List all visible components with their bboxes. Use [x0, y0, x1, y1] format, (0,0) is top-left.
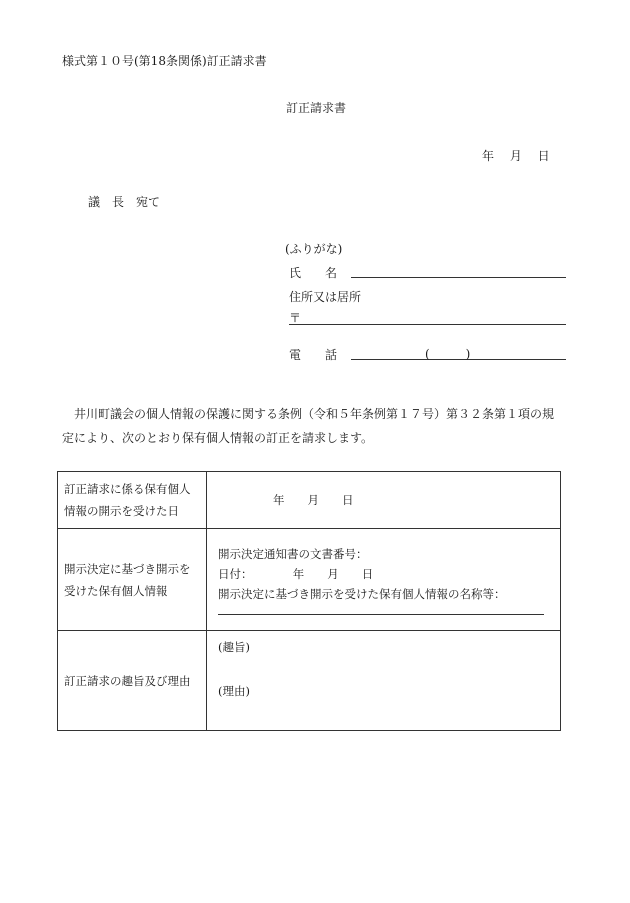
- label-line: 開示決定に基づき開示を: [64, 561, 191, 576]
- address-field[interactable]: [289, 324, 566, 325]
- addressee: 議 長 宛て: [88, 195, 161, 209]
- label-line: 訂正請求に係る保有個人: [64, 482, 191, 496]
- purpose-field: (趣旨): [218, 640, 250, 654]
- table-row: [58, 472, 561, 529]
- request-date: 年 月 日: [482, 149, 550, 163]
- disclosure-date-label: [58, 472, 207, 529]
- table-row: [58, 631, 561, 731]
- reason-field: (理由): [218, 684, 250, 698]
- document-title: 訂正請求書: [286, 101, 347, 115]
- statement-line-1: 井川町議会の個人情報の保護に関する条例（令和５年条例第１７号）第３２条第１項の規: [62, 407, 555, 421]
- disclosed-info-cell[interactable]: [207, 529, 561, 631]
- disclosure-date-value: 年 月 日: [273, 493, 354, 507]
- info-name-line: [218, 604, 544, 615]
- request-table: [57, 471, 561, 731]
- name-label: 氏 名: [289, 266, 338, 280]
- label-line: 受けた保有個人情報: [64, 583, 168, 598]
- table-row: [58, 529, 561, 631]
- disclosure-date-field: 日付： 年 月 日: [218, 567, 374, 581]
- address-label: 住所又は居所: [289, 290, 362, 304]
- name-field[interactable]: [351, 277, 566, 278]
- disclosed-info-label: [58, 529, 207, 631]
- phone-label: 電 話: [289, 348, 338, 362]
- request-statement: [62, 402, 570, 450]
- phone-area-code: ( ): [425, 347, 471, 361]
- postal-mark: 〒: [289, 311, 302, 325]
- purpose-reason-label: 訂正請求の趣旨及び理由: [58, 631, 207, 731]
- disclosure-date-cell[interactable]: [207, 472, 561, 529]
- label-line: 情報の開示を受けた日: [64, 504, 179, 518]
- furigana-label: (ふりがな): [285, 242, 343, 256]
- info-name-field: 開示決定に基づき開示を受けた保有個人情報の名称等：: [218, 587, 506, 601]
- form-number-label: 様式第１０号(第18条関係)訂正請求書: [62, 54, 267, 68]
- statement-line-2: 定により、次のとおり保有個人情報の訂正を請求します。: [62, 431, 374, 445]
- purpose-reason-cell[interactable]: [207, 631, 561, 731]
- doc-number-field: 開示決定通知書の文書番号：: [218, 547, 368, 561]
